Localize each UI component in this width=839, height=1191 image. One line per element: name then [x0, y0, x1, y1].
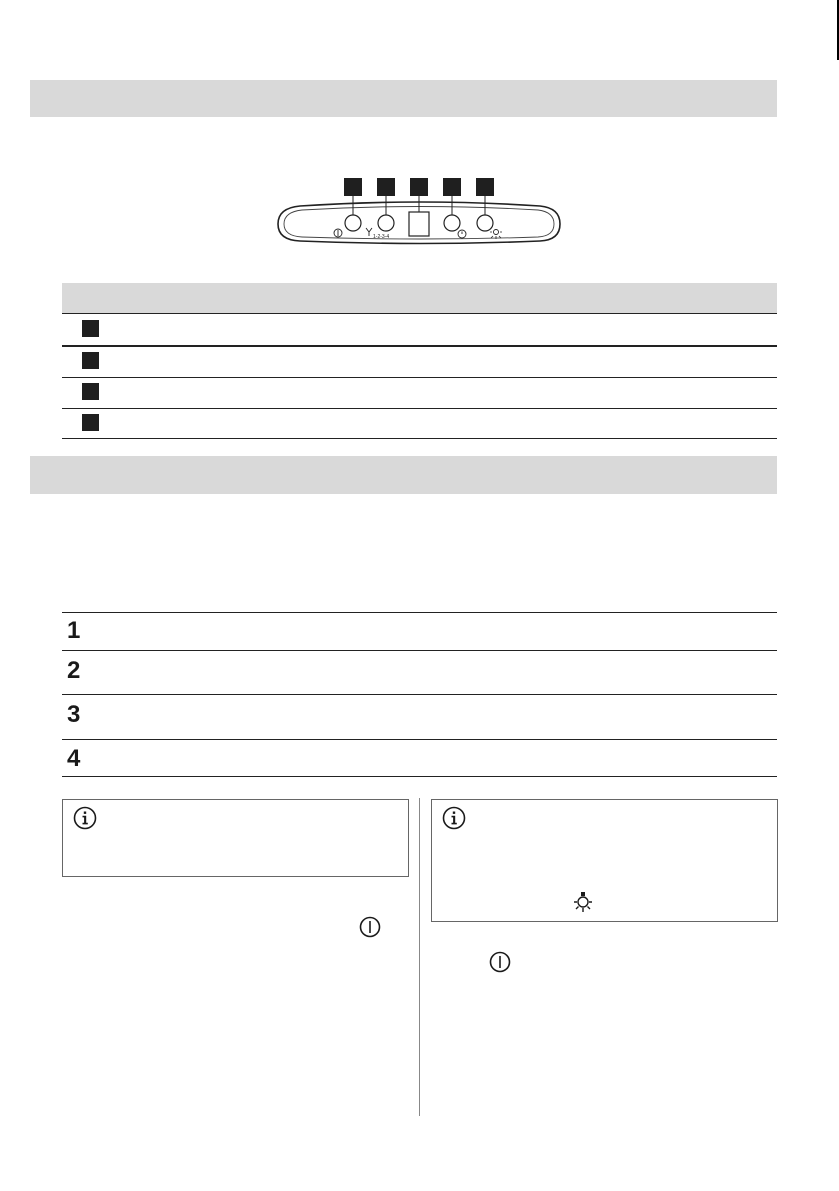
- power-button: [345, 215, 361, 231]
- callout-4: [443, 178, 461, 196]
- step-number: 1: [67, 617, 81, 644]
- row-marker: [82, 352, 99, 369]
- timer-button: [444, 215, 460, 231]
- light-icon: [572, 891, 594, 915]
- table-rule: [62, 345, 777, 347]
- light-button: [477, 215, 493, 231]
- row-marker: [82, 320, 99, 337]
- info-icon: [73, 806, 97, 830]
- svg-text:1-2-3-4: 1-2-3-4: [373, 234, 390, 240]
- table-rule: [62, 438, 777, 439]
- step-number: 2: [67, 657, 81, 684]
- info-icon: [442, 806, 466, 830]
- step-rule: [62, 650, 777, 651]
- display-window: [409, 212, 429, 236]
- control-panel-diagram: [270, 170, 570, 250]
- table-rule: [62, 377, 777, 378]
- step-number: 3: [67, 701, 81, 728]
- power-icon: [488, 950, 512, 974]
- step-rule: [62, 739, 777, 740]
- row-marker: [82, 383, 99, 400]
- column-separator: [419, 798, 420, 1116]
- callout-2: [377, 178, 395, 196]
- callout-markers: [344, 178, 494, 196]
- callout-1: [344, 178, 362, 196]
- row-marker: [82, 414, 99, 431]
- table-rule: [62, 313, 777, 314]
- callout-5: [476, 178, 494, 196]
- step-number: 4: [67, 745, 81, 772]
- section-header-band: [30, 456, 777, 494]
- step-rule: [62, 612, 777, 613]
- section-header-band: [30, 80, 777, 117]
- info-note-box: [431, 799, 778, 922]
- table-header: [62, 283, 777, 313]
- info-note-box: [62, 799, 409, 877]
- step-rule: [62, 694, 777, 695]
- step-rule: [62, 776, 777, 777]
- fan-button: [378, 215, 394, 231]
- power-icon: [358, 915, 382, 939]
- callout-3: [410, 178, 428, 196]
- table-rule: [62, 408, 777, 409]
